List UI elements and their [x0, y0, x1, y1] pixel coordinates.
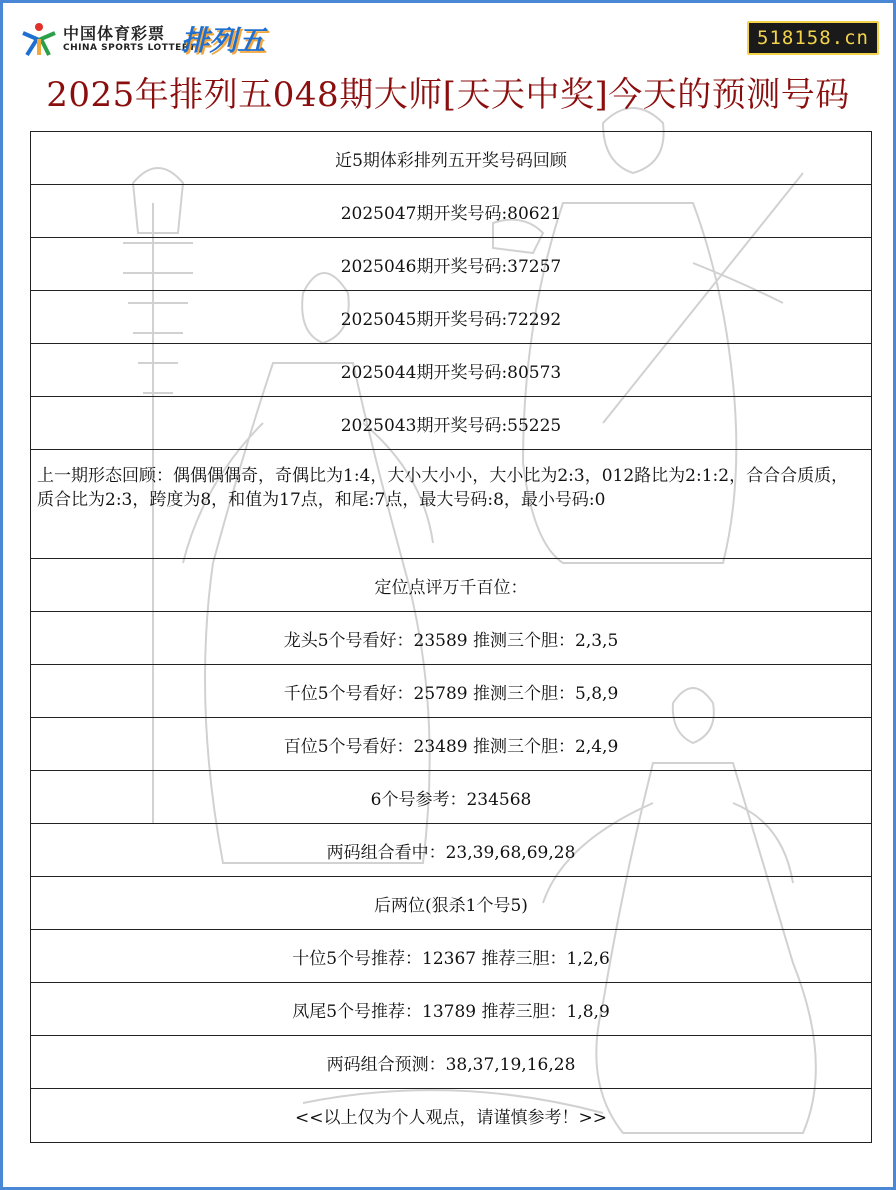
table-row: 2025047期开奖号码:80621 [31, 185, 871, 238]
logo-english-text: CHINA SPORTS LOTTERY [63, 43, 196, 53]
table-row-analysis: 上一期形态回顾：偶偶偶偶奇，奇偶比为1:4，大小大小小，大小比为2:3，012路比为2:1:2，合合合质质，质合比为2:3，跨度为8，和值为17点，和尾:7点，最大号码:8，最小号码:0 [31, 450, 871, 559]
table-row: 2025045期开奖号码:72292 [31, 291, 871, 344]
table-row: 2025044期开奖号码:80573 [31, 344, 871, 397]
table-row: 龙头5个号看好：23589 推测三个胆：2,3,5 [31, 612, 871, 665]
table-row: 定位点评万千百位： [31, 559, 871, 612]
sports-lottery-icon [19, 19, 59, 59]
table-row: 后两位(狠杀1个号5) [31, 877, 871, 930]
prediction-table [30, 131, 872, 1143]
logo-chinese-text: 中国体育彩票 [63, 24, 166, 43]
table-row: 近5期体彩排列五开奖号码回顾 [31, 132, 871, 185]
lottery-logo [19, 17, 279, 61]
table-row: 6个号参考：234568 [31, 771, 871, 824]
table-row: 凤尾5个号推荐：13789 推荐三胆：1,8,9 [31, 983, 871, 1036]
page-header [3, 3, 893, 133]
table-row: 2025046期开奖号码:37257 [31, 238, 871, 291]
table-row: 2025043期开奖号码:55225 [31, 397, 871, 450]
table-row: 百位5个号看好：23489 推测三个胆：2,4,9 [31, 718, 871, 771]
table-row: 千位5个号看好：25789 推测三个胆：5,8,9 [31, 665, 871, 718]
table-row: 十位5个号推荐：12367 推荐三胆：1,2,6 [31, 930, 871, 983]
table-row: 两码组合预测：38,37,19,16,28 [31, 1036, 871, 1089]
table-row-disclaimer: <<以上仅为个人观点，请谨慎参考！>> [31, 1089, 871, 1143]
logo-brand-text: 排列五 [181, 24, 266, 57]
page-title: 2025年排列五048期大师[天天中奖]今天的预测号码 [46, 75, 850, 115]
site-badge[interactable]: 518158.cn [747, 21, 879, 55]
table-row: 两码组合看中：23,39,68,69,28 [31, 824, 871, 877]
